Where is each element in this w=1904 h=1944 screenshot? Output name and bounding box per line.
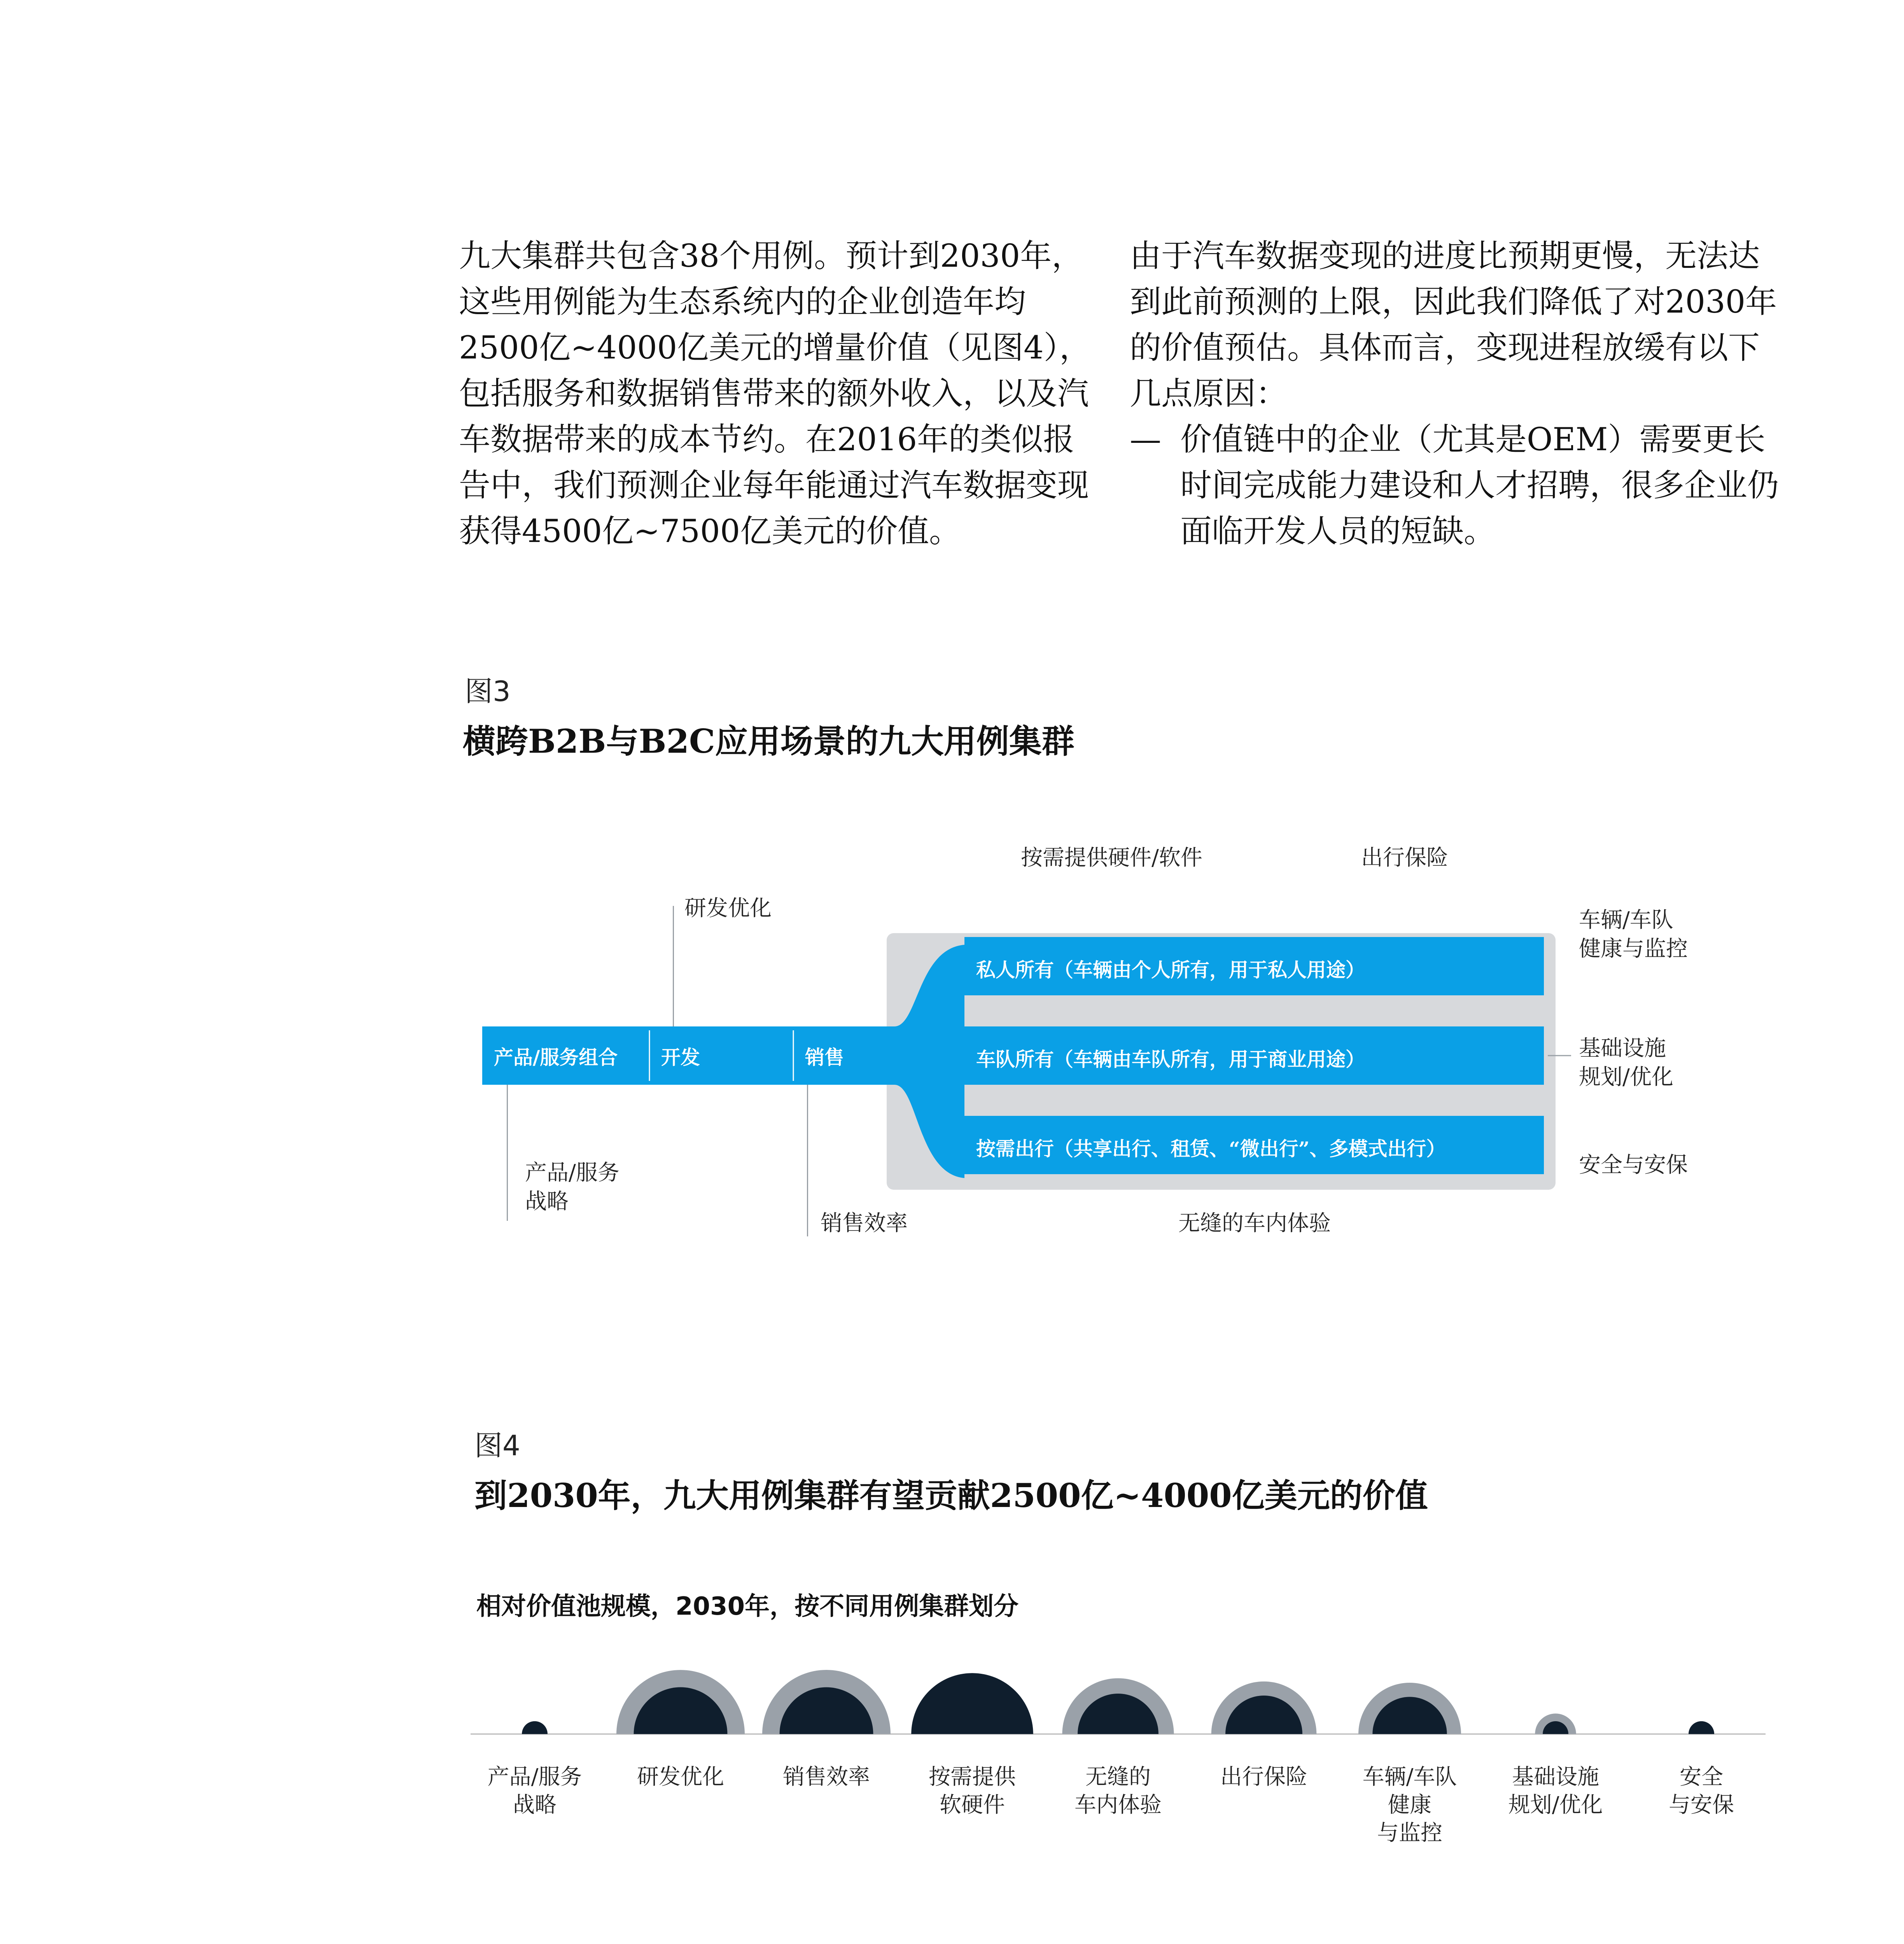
figure4-label: 图4 [474,1429,520,1462]
cluster-safety-security: 安全与安保 [1579,1152,1688,1178]
bubble-caption-2 [764,1763,889,1791]
bullet-text: 价值链中的企业（尤其是OEM）需要更长时间完成能力建设和人才招聘，很多企业仍面临开发人员的短缺。 [1180,421,1779,550]
bubble-caption-3 [910,1763,1034,1819]
stage-portfolio: 产品/服务组合 [494,1046,618,1069]
connector-sales [807,1085,808,1236]
bubble-caption-5 [1202,1763,1326,1791]
left-paragraph: 九大集群共包含38个用例。预计到2030年，这些用例能为生态系统内的企业创造年均2500亿~4000亿美元的增量价值（见图4），包括服务和数据销售带来的额外收入，以及汽车数据带来的成本节约。在2016年的类似报告中，我们预测企业每年能通过汽车数据变现获得4500亿~7500亿美元的价值。 [459,238,1091,550]
cluster-mobility-insurance: 出行保险 [1361,845,1448,871]
bubble-caption-7 [1493,1763,1618,1819]
cluster-product-strategy [525,1159,620,1216]
cluster-on-demand-hw-sw: 按需提供硬件/软件 [1021,845,1202,871]
bubble-caption-8-line-0: 安全 [1680,1764,1723,1790]
cluster-sales-efficiency: 销售效率 [821,1211,908,1236]
figure4-title: 到2030年，九大用例集群有望贡献2500亿~4000亿美元的价值 [474,1476,1428,1515]
bubble-inner-8 [1689,1721,1714,1734]
bubble-caption-5-line-0: 出行保险 [1220,1764,1307,1790]
body-left-column [459,233,1101,554]
cluster-vehicle-health [1579,906,1688,963]
bubble-caption-6-line-0: 车辆/车队 [1362,1764,1457,1790]
bubble-caption-3-line-0: 按需提供 [929,1764,1016,1790]
bubble-inner-3 [911,1673,1033,1734]
bubble-caption-4-line-1: 车内体验 [1074,1792,1162,1818]
figure3-label: 图3 [465,675,511,708]
bubble-caption-4 [1056,1763,1180,1819]
figure3-title: 横跨B2B与B2C应用场景的九大用例集群 [463,722,1074,760]
figure3-diagram [482,832,1707,1283]
bubble-caption-0 [472,1763,597,1819]
cluster-infrastructure [1579,1034,1673,1092]
bullet-dash: — [1130,421,1161,458]
bubble-caption-0-line-1: 战略 [513,1792,556,1818]
cluster-rd-optimization: 研发优化 [684,896,772,921]
cluster-seamless-experience: 无缝的车内体验 [1178,1211,1331,1236]
cluster-infrastructure-line2: 规划/优化 [1579,1065,1673,1090]
bullet-item [1130,417,1791,554]
figure4-subtitle: 相对价值池规模，2030年，按不同用例集群划分 [476,1592,1019,1621]
bubble-caption-3-line-1: 软硬件 [940,1792,1005,1818]
lane-private: 私人所有（车辆由个人所有，用于私人用途） [976,958,1365,981]
bubble-caption-1 [618,1763,743,1791]
cluster-product-strategy-line2: 战略 [525,1189,569,1214]
connector-product [507,1085,508,1221]
bubble-caption-4-line-0: 无缝的 [1085,1764,1151,1790]
figure4-chart [471,1664,1766,1882]
connector-rd [673,906,674,1026]
bubble-caption-8-line-1: 与安保 [1669,1792,1734,1818]
lane-fleet: 车队所有（车辆由车队所有，用于商业用途） [976,1048,1365,1071]
cluster-infrastructure-line1: 基础设施 [1579,1036,1666,1061]
bubble-caption-7-line-1: 规划/优化 [1508,1792,1603,1818]
stage-development: 开发 [661,1046,700,1069]
bubble-caption-6-line-1: 健康 [1388,1792,1432,1818]
bubble-caption-7-line-0: 基础设施 [1512,1764,1599,1790]
body-right-column [1130,233,1791,554]
lane-on-demand: 按需出行（共享出行、租赁、“微出行”、多模式出行） [976,1137,1446,1160]
bubble-caption-6 [1348,1763,1472,1847]
stage-sales: 销售 [805,1046,844,1069]
bubble-caption-1-line-0: 研发优化 [637,1764,724,1790]
bubble-inner-0 [522,1721,548,1734]
bubble-caption-0-line-0: 产品/服务 [487,1764,582,1790]
bubble-caption-2-line-0: 销售效率 [783,1764,870,1790]
bubble-chart-svg [471,1664,1766,1742]
cluster-vehicle-health-line2: 健康与监控 [1579,936,1688,962]
cluster-product-strategy-line1: 产品/服务 [525,1160,620,1185]
bubble-caption-6-line-2: 与监控 [1377,1820,1442,1846]
bubble-caption-8 [1639,1763,1764,1819]
bubble-captions [471,1763,1766,1880]
right-paragraph: 由于汽车数据变现的进度比预期更慢，无法达到此前预测的上限，因此我们降低了对2030年的价值预估。具体而言，变现进程放缓有以下几点原因： [1130,238,1777,412]
cluster-vehicle-health-line1: 车辆/车队 [1579,907,1673,933]
